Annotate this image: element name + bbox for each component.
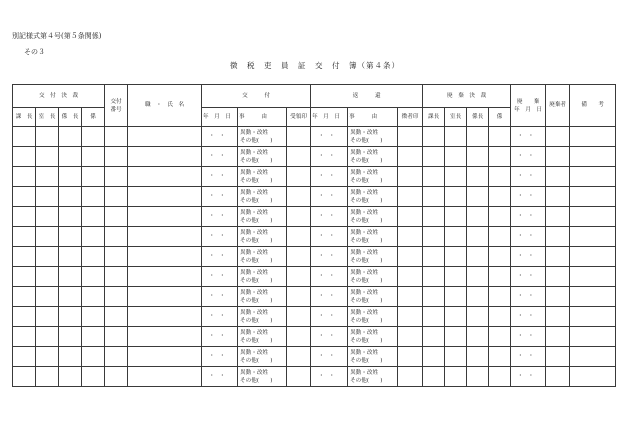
disposal-approval-cell <box>445 287 467 307</box>
disposer-header: 廃棄者 <box>546 85 570 127</box>
disposal-approval-cell <box>445 147 467 167</box>
return-date-cell: ・・ <box>311 147 348 167</box>
disposal-approval-cell <box>467 247 489 267</box>
disposal-approval-cell <box>489 187 511 207</box>
approval-cell <box>13 307 36 327</box>
approval-cell <box>82 167 105 187</box>
disposal-approval-cell <box>489 367 511 387</box>
collector-seal-cell <box>398 147 423 167</box>
approval-cell <box>36 147 59 167</box>
issuance-register-table <box>12 84 616 387</box>
remarks-cell <box>570 247 616 267</box>
return-date-cell: ・・ <box>311 327 348 347</box>
remarks-cell <box>570 227 616 247</box>
disposal-approval-cell <box>467 287 489 307</box>
disposal-approval-cell <box>445 167 467 187</box>
issue-reason-cell: 異動・改姓 その他( ) <box>238 227 287 247</box>
approval-cell <box>36 327 59 347</box>
disposal-approval-cell <box>423 187 445 207</box>
approval-cell <box>59 147 82 167</box>
disposal-date-cell: ・・ <box>511 127 546 147</box>
return-date-cell: ・・ <box>311 187 348 207</box>
collector-seal-cell <box>398 347 423 367</box>
approval-cell <box>13 327 36 347</box>
disposal-approval-cell <box>445 267 467 287</box>
disposer-cell <box>546 207 570 227</box>
issue-number-cell <box>105 267 128 287</box>
return-reason-cell: 異動・改姓 その他( ) <box>348 167 398 187</box>
approval-cell <box>36 187 59 207</box>
disposal-date-cell: ・・ <box>511 367 546 387</box>
approval-cell <box>36 347 59 367</box>
disposal-approval-cell <box>467 227 489 247</box>
issue-reason-cell: 異動・改姓 その他( ) <box>238 287 287 307</box>
issue-date-cell: ・・ <box>202 367 238 387</box>
issue-header: 交 付 <box>202 85 311 108</box>
disposal-approval-cell <box>445 347 467 367</box>
disposal-approval-cell <box>445 227 467 247</box>
approval-cell <box>59 127 82 147</box>
table-row <box>13 127 616 147</box>
disposal-date-cell: ・・ <box>511 187 546 207</box>
approval-cell <box>36 207 59 227</box>
issue-col-reason: 事 由 <box>238 108 287 127</box>
issue-number-cell <box>105 367 128 387</box>
approval-cell <box>36 167 59 187</box>
issue-reason-cell: 異動・改姓 その他( ) <box>238 127 287 147</box>
table-row <box>13 147 616 167</box>
disposer-cell <box>546 307 570 327</box>
remarks-cell <box>570 207 616 227</box>
issue-reason-cell: 異動・改姓 その他( ) <box>238 167 287 187</box>
disposal-date-cell: ・・ <box>511 307 546 327</box>
issue-date-cell: ・・ <box>202 307 238 327</box>
issue-date-cell: ・・ <box>202 147 238 167</box>
approval-cell <box>82 127 105 147</box>
collector-seal-cell <box>398 187 423 207</box>
table-row <box>13 227 616 247</box>
issue-reason-cell: 異動・改姓 その他( ) <box>238 207 287 227</box>
page-title: 徴 税 吏 員 証 交 付 簿（第４条） <box>230 61 400 70</box>
approval-cell <box>36 287 59 307</box>
disposal-approval-cell <box>445 367 467 387</box>
receipt-seal-cell <box>287 327 311 347</box>
approval-cell <box>59 187 82 207</box>
collector-seal-cell <box>398 267 423 287</box>
disposer-cell <box>546 247 570 267</box>
post-name-cell <box>128 367 202 387</box>
issue-number-cell <box>105 187 128 207</box>
disposal-approval-cell <box>423 227 445 247</box>
disposal-date-cell: ・・ <box>511 267 546 287</box>
approval-cell <box>82 227 105 247</box>
post-name-cell <box>128 127 202 147</box>
issue-number-cell <box>105 247 128 267</box>
approval-cell <box>59 307 82 327</box>
return-reason-cell: 異動・改姓 その他( ) <box>348 227 398 247</box>
remarks-cell <box>570 147 616 167</box>
issue-number-cell <box>105 167 128 187</box>
disposal-date-cell: ・・ <box>511 167 546 187</box>
disposal-approval-cell <box>467 127 489 147</box>
disposal-approval-cell <box>445 307 467 327</box>
disposer-cell <box>546 147 570 167</box>
collector-seal-cell <box>398 127 423 147</box>
approval-cell <box>13 367 36 387</box>
disposer-cell <box>546 347 570 367</box>
return-reason-cell: 異動・改姓 その他( ) <box>348 287 398 307</box>
return-reason-cell: 異動・改姓 その他( ) <box>348 247 398 267</box>
collector-seal-cell <box>398 167 423 187</box>
approval-cell <box>82 267 105 287</box>
issue-number-header: 交付 番号 <box>105 85 128 127</box>
return-date-cell: ・・ <box>311 227 348 247</box>
approval-col-staff: 係 <box>82 108 105 127</box>
post-name-cell <box>128 287 202 307</box>
approval-cell <box>59 167 82 187</box>
receipt-seal-cell <box>287 167 311 187</box>
issue-number-cell <box>105 327 128 347</box>
disposer-cell <box>546 167 570 187</box>
disposal-approval-header: 廃 棄 決 裁 <box>423 85 511 108</box>
receipt-seal-cell <box>287 307 311 327</box>
issue-date-cell: ・・ <box>202 247 238 267</box>
disposal-approval-cell <box>445 187 467 207</box>
table-row <box>13 187 616 207</box>
disposal-approval-cell <box>423 167 445 187</box>
return-date-cell: ・・ <box>311 247 348 267</box>
issue-number-cell <box>105 227 128 247</box>
disposal-approval-cell <box>489 287 511 307</box>
remarks-cell <box>570 347 616 367</box>
return-date-cell: ・・ <box>311 367 348 387</box>
remarks-cell <box>570 327 616 347</box>
issue-date-cell: ・・ <box>202 267 238 287</box>
disposer-cell <box>546 287 570 307</box>
form-subtitle: その３ <box>24 48 45 56</box>
collector-seal-cell <box>398 367 423 387</box>
issue-date-cell: ・・ <box>202 287 238 307</box>
approval-cell <box>36 127 59 147</box>
approval-cell <box>59 247 82 267</box>
receipt-seal-cell <box>287 147 311 167</box>
disposal-approval-cell <box>423 207 445 227</box>
approval-cell <box>82 287 105 307</box>
approval-cell <box>36 367 59 387</box>
receipt-seal-cell <box>287 347 311 367</box>
disposal-approval-cell <box>467 267 489 287</box>
return-reason-cell: 異動・改姓 その他( ) <box>348 207 398 227</box>
post-name-cell <box>128 167 202 187</box>
remarks-cell <box>570 267 616 287</box>
approval-cell <box>13 147 36 167</box>
return-col-date: 年 月 日 <box>311 108 348 127</box>
post-name-cell <box>128 147 202 167</box>
return-date-cell: ・・ <box>311 207 348 227</box>
disposal-approval-cell <box>467 187 489 207</box>
disposal-date-cell: ・・ <box>511 207 546 227</box>
disposal-approval-cell <box>445 247 467 267</box>
disposal-approval-cell <box>423 307 445 327</box>
disposal-approval-cell <box>423 367 445 387</box>
approval-cell <box>59 227 82 247</box>
issue-number-cell <box>105 347 128 367</box>
disposal-approval-cell <box>423 147 445 167</box>
disposal-col-staff: 係 <box>489 108 511 127</box>
return-header: 返 還 <box>311 85 423 108</box>
receipt-seal-cell <box>287 287 311 307</box>
issue-reason-cell: 異動・改姓 その他( ) <box>238 267 287 287</box>
disposal-approval-cell <box>445 207 467 227</box>
disposal-approval-cell <box>489 327 511 347</box>
issue-date-cell: ・・ <box>202 207 238 227</box>
issue-reason-cell: 異動・改姓 その他( ) <box>238 367 287 387</box>
approval-cell <box>13 227 36 247</box>
post-name-cell <box>128 327 202 347</box>
approval-cell <box>82 327 105 347</box>
approval-cell <box>13 207 36 227</box>
approval-cell <box>36 267 59 287</box>
table-row <box>13 327 616 347</box>
issue-number-cell <box>105 127 128 147</box>
remarks-cell <box>570 187 616 207</box>
collector-seal-cell <box>398 327 423 347</box>
return-date-cell: ・・ <box>311 287 348 307</box>
disposal-approval-cell <box>445 127 467 147</box>
issue-reason-cell: 異動・改姓 その他( ) <box>238 147 287 167</box>
disposal-approval-cell <box>489 227 511 247</box>
approval-cell <box>13 187 36 207</box>
disposal-approval-cell <box>423 267 445 287</box>
table-row <box>13 367 616 387</box>
approval-cell <box>13 247 36 267</box>
collector-seal-cell <box>398 207 423 227</box>
disposal-date-cell: ・・ <box>511 227 546 247</box>
post-name-cell <box>128 207 202 227</box>
remarks-header: 備 考 <box>570 85 616 127</box>
post-name-cell <box>128 267 202 287</box>
issue-col-date: 年 月 日 <box>202 108 238 127</box>
approval-col-unit-chief: 係 長 <box>59 108 82 127</box>
approval-cell <box>82 247 105 267</box>
post-name-header: 職 ・ 氏 名 <box>128 85 202 127</box>
table-row <box>13 287 616 307</box>
disposer-cell <box>546 127 570 147</box>
disposal-approval-cell <box>489 167 511 187</box>
post-name-cell <box>128 247 202 267</box>
issue-reason-cell: 異動・改姓 その他( ) <box>238 327 287 347</box>
return-col-reason: 事 由 <box>348 108 398 127</box>
issue-reason-cell: 異動・改姓 その他( ) <box>238 347 287 367</box>
issue-approval-header: 交 付 決 裁 <box>13 85 105 108</box>
disposal-date-cell: ・・ <box>511 287 546 307</box>
disposer-cell <box>546 367 570 387</box>
receipt-seal-cell <box>287 267 311 287</box>
return-reason-cell: 異動・改姓 その他( ) <box>348 187 398 207</box>
receipt-seal-cell <box>287 187 311 207</box>
disposal-approval-cell <box>467 327 489 347</box>
receipt-seal-cell <box>287 247 311 267</box>
disposal-date-cell: ・・ <box>511 327 546 347</box>
receipt-seal-cell <box>287 127 311 147</box>
return-date-cell: ・・ <box>311 267 348 287</box>
issue-reason-cell: 異動・改姓 その他( ) <box>238 187 287 207</box>
post-name-cell <box>128 227 202 247</box>
issue-number-cell <box>105 307 128 327</box>
approval-cell <box>82 187 105 207</box>
issue-number-cell <box>105 147 128 167</box>
issue-date-cell: ・・ <box>202 327 238 347</box>
disposal-approval-cell <box>489 247 511 267</box>
disposal-date-cell: ・・ <box>511 347 546 367</box>
table-row <box>13 267 616 287</box>
disposal-approval-cell <box>467 167 489 187</box>
issue-date-cell: ・・ <box>202 347 238 367</box>
disposal-approval-cell <box>489 127 511 147</box>
remarks-cell <box>570 287 616 307</box>
table-row <box>13 207 616 227</box>
approval-cell <box>59 347 82 367</box>
approval-cell <box>59 287 82 307</box>
approval-cell <box>82 307 105 327</box>
post-name-cell <box>128 187 202 207</box>
approval-cell <box>36 307 59 327</box>
issue-date-cell: ・・ <box>202 127 238 147</box>
return-date-cell: ・・ <box>311 347 348 367</box>
disposal-approval-cell <box>467 307 489 327</box>
disposal-approval-cell <box>423 347 445 367</box>
approval-cell <box>59 267 82 287</box>
table-row <box>13 347 616 367</box>
disposal-approval-cell <box>467 367 489 387</box>
return-date-cell: ・・ <box>311 127 348 147</box>
form-reference: 別記様式第４号(第５条関係) <box>12 32 102 40</box>
approval-cell <box>36 247 59 267</box>
return-reason-cell: 異動・改姓 その他( ) <box>348 127 398 147</box>
return-date-cell: ・・ <box>311 167 348 187</box>
receipt-seal-cell <box>287 207 311 227</box>
approval-cell <box>82 347 105 367</box>
return-col-collector-seal: 徴者印 <box>398 108 423 127</box>
approval-cell <box>59 207 82 227</box>
disposal-approval-cell <box>489 207 511 227</box>
disposal-date-cell: ・・ <box>511 147 546 167</box>
disposal-approval-cell <box>489 347 511 367</box>
disposer-cell <box>546 267 570 287</box>
approval-cell <box>13 267 36 287</box>
disposal-approval-cell <box>467 347 489 367</box>
collector-seal-cell <box>398 247 423 267</box>
issue-number-cell <box>105 287 128 307</box>
disposal-approval-cell <box>489 267 511 287</box>
disposal-col-section-chief: 課長 <box>423 108 445 127</box>
return-reason-cell: 異動・改姓 その他( ) <box>348 267 398 287</box>
disposal-approval-cell <box>489 147 511 167</box>
approval-col-section-chief: 課 長 <box>13 108 36 127</box>
disposal-approval-cell <box>423 127 445 147</box>
remarks-cell <box>570 167 616 187</box>
disposal-col-office-chief: 室長 <box>445 108 467 127</box>
approval-cell <box>13 287 36 307</box>
disposal-approval-cell <box>423 327 445 347</box>
table-row <box>13 247 616 267</box>
issue-date-cell: ・・ <box>202 187 238 207</box>
return-reason-cell: 異動・改姓 その他( ) <box>348 327 398 347</box>
remarks-cell <box>570 307 616 327</box>
disposal-approval-cell <box>467 207 489 227</box>
receipt-seal-cell <box>287 367 311 387</box>
approval-cell <box>59 367 82 387</box>
collector-seal-cell <box>398 287 423 307</box>
disposer-cell <box>546 327 570 347</box>
issue-date-cell: ・・ <box>202 167 238 187</box>
disposal-approval-cell <box>445 327 467 347</box>
return-reason-cell: 異動・改姓 その他( ) <box>348 147 398 167</box>
post-name-cell <box>128 307 202 327</box>
issue-reason-cell: 異動・改姓 その他( ) <box>238 247 287 267</box>
disposal-approval-cell <box>489 307 511 327</box>
collector-seal-cell <box>398 307 423 327</box>
issue-reason-cell: 異動・改姓 その他( ) <box>238 307 287 327</box>
table-row <box>13 167 616 187</box>
return-reason-cell: 異動・改姓 その他( ) <box>348 347 398 367</box>
issue-number-cell <box>105 207 128 227</box>
return-reason-cell: 異動・改姓 その他( ) <box>348 307 398 327</box>
approval-cell <box>13 127 36 147</box>
approval-cell <box>59 327 82 347</box>
approval-cell <box>82 147 105 167</box>
disposal-approval-cell <box>423 287 445 307</box>
disposal-date-cell: ・・ <box>511 247 546 267</box>
return-reason-cell: 異動・改姓 その他( ) <box>348 367 398 387</box>
disposal-date-header: 廃 棄 年 月 日 <box>511 85 546 127</box>
issue-col-receipt-seal: 受領印 <box>287 108 311 127</box>
post-name-cell <box>128 347 202 367</box>
approval-cell <box>13 167 36 187</box>
remarks-cell <box>570 367 616 387</box>
approval-col-office-chief: 室 長 <box>36 108 59 127</box>
approval-cell <box>82 207 105 227</box>
table-row <box>13 307 616 327</box>
disposal-col-unit-chief: 係長 <box>467 108 489 127</box>
return-date-cell: ・・ <box>311 307 348 327</box>
receipt-seal-cell <box>287 227 311 247</box>
disposal-approval-cell <box>423 247 445 267</box>
disposer-cell <box>546 187 570 207</box>
issue-date-cell: ・・ <box>202 227 238 247</box>
approval-cell <box>13 347 36 367</box>
disposer-cell <box>546 227 570 247</box>
remarks-cell <box>570 127 616 147</box>
approval-cell <box>36 227 59 247</box>
disposal-approval-cell <box>467 147 489 167</box>
collector-seal-cell <box>398 227 423 247</box>
approval-cell <box>82 367 105 387</box>
